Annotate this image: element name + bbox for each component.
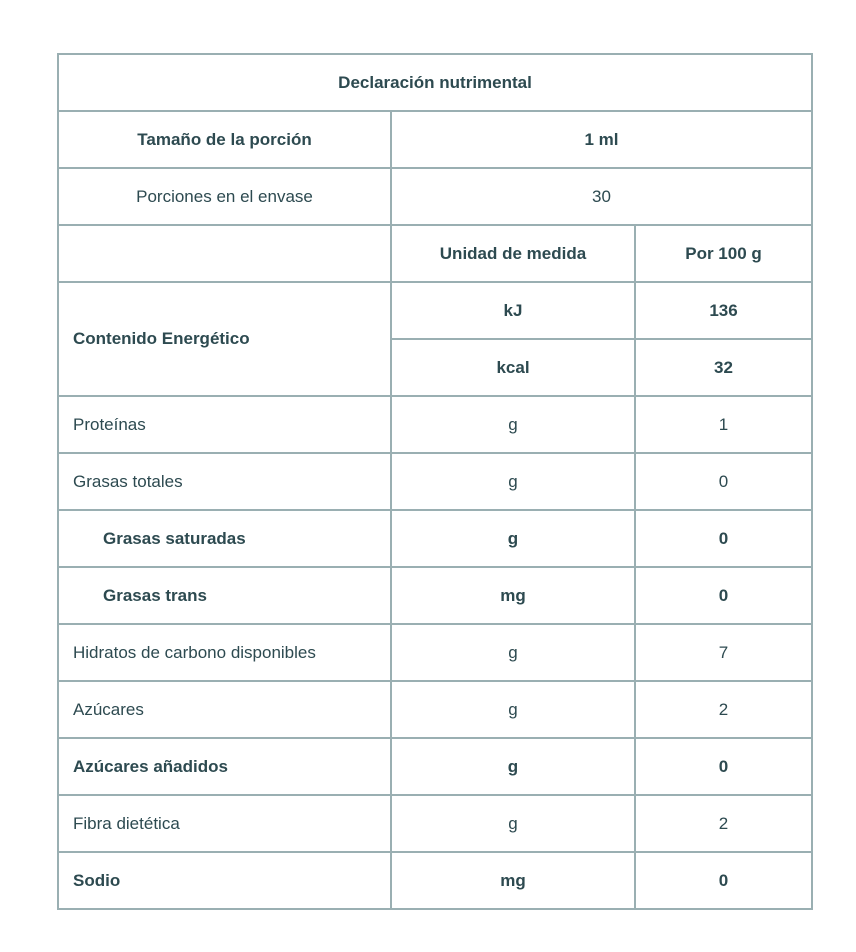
- table-row-nutrient: [58, 453, 812, 510]
- energy-value-kj: 136: [635, 282, 812, 339]
- table-row-nutrient: [58, 852, 812, 909]
- nutrient-value: 1: [635, 396, 812, 453]
- table-row-nutrient: [58, 681, 812, 738]
- nutrition-table-body: [58, 54, 812, 909]
- nutrient-value: 2: [635, 795, 812, 852]
- table-row-title: [58, 54, 812, 111]
- column-header-name-empty: [58, 225, 391, 282]
- table-row-nutrient: [58, 567, 812, 624]
- nutrient-unit: mg: [391, 567, 635, 624]
- nutrient-unit: g: [391, 681, 635, 738]
- energy-unit-kj: kJ: [391, 282, 635, 339]
- table-row-nutrient: [58, 795, 812, 852]
- nutrient-unit: g: [391, 624, 635, 681]
- nutrient-unit: g: [391, 795, 635, 852]
- energy-unit-kcal: kcal: [391, 339, 635, 396]
- nutrient-value: 0: [635, 453, 812, 510]
- column-header-value: Por 100 g: [635, 225, 812, 282]
- table-row-nutrient: [58, 396, 812, 453]
- table-row-nutrient: [58, 624, 812, 681]
- energy-content-label: Contenido Energético: [58, 282, 391, 396]
- nutrient-value: 0: [635, 738, 812, 795]
- nutrient-label: Grasas saturadas: [58, 510, 391, 567]
- nutrient-label: Grasas totales: [58, 453, 391, 510]
- nutrient-label: Fibra dietética: [58, 795, 391, 852]
- table-row-column-headers: [58, 225, 812, 282]
- nutrient-unit: g: [391, 396, 635, 453]
- nutrient-unit: g: [391, 738, 635, 795]
- nutrient-value: 0: [635, 510, 812, 567]
- nutrient-label: Azúcares añadidos: [58, 738, 391, 795]
- nutrient-value: 7: [635, 624, 812, 681]
- nutrition-table-title: Declaración nutrimental: [58, 54, 812, 111]
- table-row-nutrient: [58, 510, 812, 567]
- nutrient-label: Azúcares: [58, 681, 391, 738]
- nutrient-unit: g: [391, 510, 635, 567]
- table-row-energy-kj: [58, 282, 812, 339]
- nutrient-unit: mg: [391, 852, 635, 909]
- table-row-servings-per-container: [58, 168, 812, 225]
- nutrition-facts-table: [57, 53, 813, 910]
- servings-per-container-label: Porciones en el envase: [58, 168, 391, 225]
- table-row-nutrient: [58, 738, 812, 795]
- nutrient-label: Grasas trans: [58, 567, 391, 624]
- column-header-unit: Unidad de medida: [391, 225, 635, 282]
- energy-value-kcal: 32: [635, 339, 812, 396]
- nutrient-value: 0: [635, 852, 812, 909]
- nutrient-label: Sodio: [58, 852, 391, 909]
- nutrient-unit: g: [391, 453, 635, 510]
- serving-size-value: 1 ml: [391, 111, 812, 168]
- nutrition-facts-panel: [57, 53, 811, 910]
- nutrient-label: Hidratos de carbono disponibles: [58, 624, 391, 681]
- servings-per-container-value: 30: [391, 168, 812, 225]
- table-row-serving-size: [58, 111, 812, 168]
- nutrient-value: 0: [635, 567, 812, 624]
- nutrient-label: Proteínas: [58, 396, 391, 453]
- serving-size-label: Tamaño de la porción: [58, 111, 391, 168]
- nutrient-value: 2: [635, 681, 812, 738]
